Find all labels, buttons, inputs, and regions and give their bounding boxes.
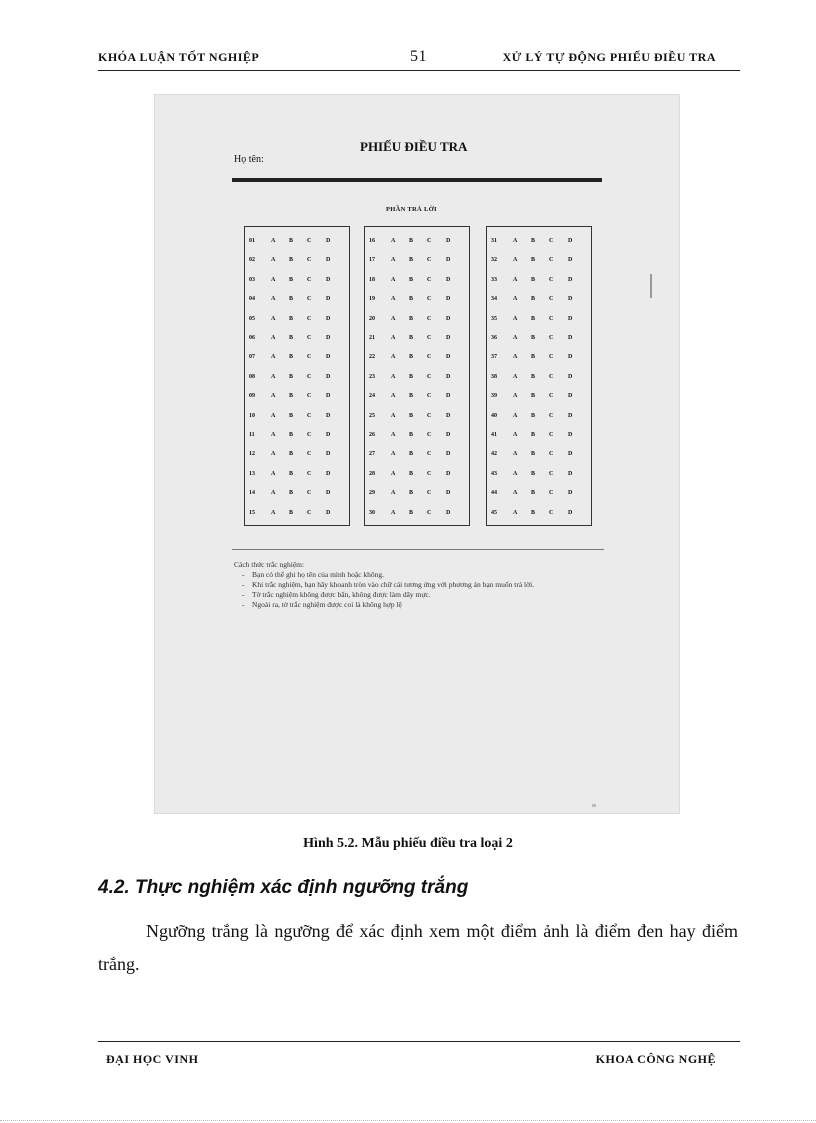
answer-option: A	[271, 509, 276, 516]
answer-option: C	[549, 393, 554, 400]
answer-option: D	[326, 238, 331, 244]
answer-row	[491, 468, 587, 482]
answer-option: B	[531, 315, 536, 322]
answer-option: B	[531, 509, 536, 516]
answer-option: C	[549, 238, 554, 244]
answer-option: A	[391, 238, 396, 244]
answer-option: B	[531, 373, 536, 380]
answer-option: D	[568, 276, 573, 283]
answer-section-label: PHẦN TRẢ LỜI	[386, 206, 437, 213]
answer-row	[369, 448, 465, 462]
question-number: 18	[369, 276, 375, 283]
answer-option: B	[409, 490, 414, 497]
answer-option: A	[271, 432, 276, 438]
answer-row	[369, 254, 465, 268]
question-number: 30	[369, 509, 375, 516]
question-number: 31	[491, 238, 497, 244]
question-number: 08	[249, 373, 255, 380]
answer-option: B	[289, 451, 294, 458]
question-number: 07	[249, 354, 255, 361]
answer-row	[491, 351, 587, 365]
answer-option: D	[568, 354, 573, 361]
question-number: 15	[249, 509, 255, 516]
answer-option: B	[409, 393, 414, 400]
answer-option: A	[391, 373, 396, 380]
answer-option: C	[549, 354, 554, 361]
header-left-title: KHÓA LUẬN TỐT NGHIỆP	[98, 50, 260, 64]
answer-row	[491, 313, 587, 327]
answer-option: B	[409, 451, 414, 458]
answer-option: B	[531, 296, 536, 303]
instructions-divider	[232, 549, 604, 550]
question-number: 38	[491, 373, 497, 380]
question-number: 29	[369, 490, 375, 497]
answer-option: D	[326, 490, 331, 497]
answer-option: D	[326, 470, 331, 477]
answer-option: B	[531, 393, 536, 400]
answer-option: C	[427, 296, 432, 303]
answer-option: B	[531, 470, 536, 477]
answer-option: A	[271, 315, 276, 322]
answer-option: C	[307, 509, 312, 516]
answer-option: D	[326, 276, 331, 283]
answer-option: D	[568, 296, 573, 303]
answer-option: A	[271, 276, 276, 283]
answer-option: A	[513, 490, 518, 497]
answer-option: D	[446, 509, 451, 516]
question-number: 17	[369, 257, 375, 264]
answer-option: A	[271, 412, 276, 419]
answer-row	[369, 332, 465, 346]
answer-option: C	[427, 238, 432, 244]
question-number: 33	[491, 276, 497, 283]
answer-option: D	[326, 412, 331, 419]
answer-option: B	[531, 238, 536, 244]
answer-row	[249, 254, 345, 268]
answer-option: A	[391, 470, 396, 477]
page-footer	[98, 1041, 740, 1066]
question-number: 19	[369, 296, 375, 303]
answer-option: B	[289, 276, 294, 283]
answer-option: C	[307, 315, 312, 322]
answer-option: D	[326, 257, 331, 264]
question-number: 26	[369, 432, 375, 438]
answer-option: B	[289, 490, 294, 497]
answer-option: D	[568, 412, 573, 419]
answer-option: B	[289, 470, 294, 477]
question-number: 05	[249, 315, 255, 322]
question-number: 39	[491, 393, 497, 400]
answer-row	[249, 429, 345, 443]
question-number: 13	[249, 470, 255, 477]
answer-option: C	[307, 257, 312, 264]
answer-row	[369, 390, 465, 404]
answer-option: D	[326, 296, 331, 303]
answer-row	[491, 448, 587, 462]
answer-row	[249, 351, 345, 365]
question-number: 42	[491, 451, 497, 458]
question-number: 34	[491, 296, 497, 303]
answer-option: B	[531, 354, 536, 361]
answer-option: B	[409, 432, 414, 438]
answer-option: D	[446, 354, 451, 361]
answer-row	[491, 254, 587, 268]
answer-option: C	[549, 412, 554, 419]
answer-option: A	[513, 238, 518, 244]
answer-row	[249, 313, 345, 327]
answer-option: B	[409, 296, 414, 303]
answer-option: C	[427, 315, 432, 322]
answer-option: B	[289, 315, 294, 322]
scan-artifact	[592, 804, 596, 807]
answer-option: B	[409, 257, 414, 264]
instruction-item: - Khi trắc nghiệm, bạn hãy khoanh tròn vào chữ cái tương ứng với phương án bạn muốn trả lời.	[252, 580, 602, 590]
instructions	[234, 560, 602, 610]
answer-option: C	[307, 335, 312, 341]
answer-option: D	[568, 470, 573, 477]
answer-option: B	[289, 335, 294, 341]
answer-row	[369, 351, 465, 365]
question-number: 16	[369, 238, 375, 244]
answer-option: D	[568, 373, 573, 380]
answer-row	[491, 390, 587, 404]
answer-option: D	[446, 276, 451, 283]
answer-option: C	[549, 257, 554, 264]
answer-option: C	[307, 432, 312, 438]
answer-column	[486, 226, 592, 526]
answer-row	[249, 235, 345, 249]
answer-option: A	[513, 451, 518, 458]
answer-option: A	[391, 393, 396, 400]
answer-row	[249, 293, 345, 307]
answer-option: A	[391, 412, 396, 419]
answer-option: C	[549, 276, 554, 283]
answer-option: A	[271, 393, 276, 400]
answer-option: D	[446, 490, 451, 497]
answer-option: B	[409, 470, 414, 477]
answer-row	[249, 274, 345, 288]
answer-row	[491, 293, 587, 307]
answer-option: A	[513, 335, 518, 341]
answer-option: D	[446, 412, 451, 419]
answer-option: C	[549, 470, 554, 477]
answer-option: A	[391, 335, 396, 341]
answer-row	[249, 448, 345, 462]
answer-row	[491, 371, 587, 385]
answer-option: A	[271, 490, 276, 497]
answer-option: C	[307, 296, 312, 303]
answer-option: C	[427, 335, 432, 341]
page-edge	[0, 1120, 816, 1121]
answer-option: D	[326, 335, 331, 341]
answer-option: B	[531, 335, 536, 341]
answer-option: B	[289, 354, 294, 361]
name-label: Họ tên:	[234, 154, 264, 165]
answer-option: A	[271, 451, 276, 458]
answer-option: C	[549, 373, 554, 380]
answer-row	[369, 371, 465, 385]
question-number: 09	[249, 393, 255, 400]
section-heading: 4.2. Thực nghiệm xác định ngưỡng trắng	[98, 877, 469, 898]
answer-option: B	[409, 276, 414, 283]
answer-row	[249, 487, 345, 501]
answer-option: D	[568, 257, 573, 264]
answer-row	[249, 332, 345, 346]
question-number: 44	[491, 490, 497, 497]
figure-caption: Hình 5.2. Mẫu phiếu điều tra loại 2	[303, 836, 513, 851]
answer-row	[369, 313, 465, 327]
body-paragraph: Ngưỡng trắng là ngưỡng để xác định xem một điểm ảnh là điểm đen hay điểm trắng.	[98, 921, 738, 974]
answer-option: A	[391, 432, 396, 438]
question-number: 37	[491, 354, 497, 361]
answer-option: A	[513, 257, 518, 264]
answer-option: C	[307, 393, 312, 400]
answer-row	[491, 487, 587, 501]
answer-option: A	[271, 373, 276, 380]
question-number: 22	[369, 354, 375, 361]
footer-left: ĐẠI HỌC VINH	[106, 1052, 199, 1066]
answer-option: C	[549, 315, 554, 322]
question-number: 21	[369, 335, 375, 341]
answer-option: C	[549, 335, 554, 341]
answer-option: B	[409, 354, 414, 361]
answer-option: C	[427, 432, 432, 438]
answer-option: C	[307, 451, 312, 458]
answer-option: A	[271, 335, 276, 341]
question-number: 23	[369, 373, 375, 380]
answer-option: D	[446, 257, 451, 264]
answer-column	[364, 226, 470, 526]
answer-option: D	[326, 509, 331, 516]
question-number: 27	[369, 451, 375, 458]
question-number: 25	[369, 412, 375, 419]
answer-option: B	[409, 373, 414, 380]
answer-option: D	[326, 451, 331, 458]
answer-row	[369, 410, 465, 424]
answer-option: B	[531, 257, 536, 264]
answer-option: D	[568, 335, 573, 341]
question-number: 43	[491, 470, 497, 477]
question-number: 35	[491, 315, 497, 322]
answer-row	[491, 235, 587, 249]
answer-row	[369, 507, 465, 521]
answer-option: D	[446, 393, 451, 400]
question-number: 10	[249, 412, 255, 419]
answer-option: A	[513, 432, 518, 438]
answer-option: D	[446, 373, 451, 380]
question-number: 11	[249, 432, 255, 438]
answer-option: A	[513, 509, 518, 516]
answer-row	[369, 487, 465, 501]
scanned-survey-form	[154, 94, 680, 814]
answer-option: A	[513, 470, 518, 477]
answer-option: C	[427, 509, 432, 516]
instructions-title: Cách thức trắc nghiệm:	[234, 560, 305, 569]
answer-option: A	[391, 509, 396, 516]
question-number: 12	[249, 451, 255, 458]
answer-option: D	[568, 490, 573, 497]
answer-option: C	[307, 238, 312, 244]
question-number: 28	[369, 470, 375, 477]
answer-option: B	[289, 257, 294, 264]
page-number: 51	[410, 48, 427, 65]
answer-row	[369, 429, 465, 443]
question-number: 06	[249, 335, 255, 341]
answer-row	[491, 410, 587, 424]
answer-option: C	[427, 393, 432, 400]
answer-option: B	[531, 490, 536, 497]
answer-option: D	[568, 393, 573, 400]
answer-option: B	[289, 412, 294, 419]
answer-option: B	[289, 393, 294, 400]
instruction-item: - Ngoài ra, tờ trắc nghiệm được coi là không hợp lệ	[252, 600, 602, 610]
answer-option: B	[289, 238, 294, 244]
answer-option: A	[391, 276, 396, 283]
answer-row	[491, 507, 587, 521]
answer-option: D	[326, 393, 331, 400]
answer-option: C	[549, 296, 554, 303]
answer-row	[249, 468, 345, 482]
answer-row	[249, 371, 345, 385]
answer-option: C	[549, 509, 554, 516]
answer-option: C	[549, 432, 554, 438]
page-header	[98, 46, 740, 71]
answer-option: D	[326, 432, 331, 438]
answer-option: C	[427, 470, 432, 477]
answer-option: A	[513, 276, 518, 283]
answer-option: D	[326, 315, 331, 322]
answer-option: A	[391, 451, 396, 458]
answer-row	[369, 468, 465, 482]
answer-option: D	[326, 373, 331, 380]
answer-option: C	[307, 412, 312, 419]
instruction-item: - Tờ trắc nghiệm không được bẩn, không được làm dây mực.	[252, 590, 602, 600]
answer-option: B	[531, 451, 536, 458]
answer-option: A	[513, 393, 518, 400]
scan-artifact	[650, 274, 652, 298]
answer-option: C	[427, 276, 432, 283]
answer-option: A	[513, 373, 518, 380]
answer-column	[244, 226, 350, 526]
answer-option: B	[409, 335, 414, 341]
answer-option: B	[409, 315, 414, 322]
header-right-title: XỬ LÝ TỰ ĐỘNG PHIẾU ĐIỀU TRA	[502, 50, 716, 64]
answer-option: A	[271, 296, 276, 303]
answer-row	[491, 274, 587, 288]
answer-option: C	[427, 451, 432, 458]
footer-right: KHOA CÔNG NGHỆ	[595, 1052, 716, 1066]
question-number: 14	[249, 490, 255, 497]
answer-option: B	[409, 509, 414, 516]
answer-row	[249, 410, 345, 424]
answer-option: D	[568, 315, 573, 322]
answer-option: A	[391, 490, 396, 497]
question-number: 36	[491, 335, 497, 341]
answer-option: B	[289, 296, 294, 303]
answer-row	[369, 274, 465, 288]
answer-option: C	[307, 490, 312, 497]
answer-option: C	[427, 490, 432, 497]
answer-option: C	[549, 490, 554, 497]
answer-row	[369, 235, 465, 249]
answer-option: A	[271, 257, 276, 264]
answer-option: D	[568, 451, 573, 458]
answer-option: A	[391, 296, 396, 303]
answer-row	[491, 332, 587, 346]
answer-option: A	[513, 296, 518, 303]
answer-option: A	[271, 470, 276, 477]
answer-option: A	[391, 315, 396, 322]
answer-option: C	[427, 354, 432, 361]
answer-option: D	[446, 315, 451, 322]
answer-option: A	[513, 315, 518, 322]
answer-option: C	[307, 470, 312, 477]
question-number: 40	[491, 412, 497, 419]
answer-option: A	[513, 412, 518, 419]
question-number: 01	[249, 238, 255, 244]
answer-option: D	[446, 451, 451, 458]
answer-option: A	[391, 257, 396, 264]
question-number: 45	[491, 509, 497, 516]
answer-option: C	[549, 451, 554, 458]
answer-option: B	[531, 432, 536, 438]
answer-option: B	[289, 432, 294, 438]
answer-option: B	[531, 276, 536, 283]
answer-option: B	[289, 509, 294, 516]
answer-option: C	[427, 257, 432, 264]
answer-option: D	[568, 509, 573, 516]
question-number: 32	[491, 257, 497, 264]
answer-option: B	[409, 412, 414, 419]
question-number: 03	[249, 276, 255, 283]
question-number: 20	[369, 315, 375, 322]
answer-row	[491, 429, 587, 443]
answer-option: A	[271, 238, 276, 244]
answer-option: B	[531, 412, 536, 419]
question-number: 24	[369, 393, 375, 400]
answer-option: A	[271, 354, 276, 361]
answer-option: D	[446, 238, 451, 244]
answer-option: D	[446, 296, 451, 303]
answer-option: D	[568, 238, 573, 244]
answer-option: C	[307, 373, 312, 380]
answer-option: C	[427, 412, 432, 419]
answer-option: D	[446, 470, 451, 477]
answer-option: A	[391, 354, 396, 361]
form-title: PHIẾU ĐIỀU TRA	[360, 139, 468, 154]
question-number: 02	[249, 257, 255, 264]
answer-option: A	[513, 354, 518, 361]
answer-row	[369, 293, 465, 307]
answer-option: B	[409, 238, 414, 244]
form-divider	[232, 178, 602, 182]
answer-option: C	[427, 373, 432, 380]
question-number: 41	[491, 432, 497, 438]
answer-option: D	[326, 354, 331, 361]
question-number: 04	[249, 296, 255, 303]
answer-option: B	[289, 373, 294, 380]
instruction-item: - Bạn có thể ghi họ tên của mình hoặc không.	[252, 570, 602, 580]
answer-row	[249, 390, 345, 404]
answer-option: D	[568, 432, 573, 438]
answer-option: C	[307, 276, 312, 283]
answer-option: D	[446, 432, 451, 438]
answer-option: D	[446, 335, 451, 341]
answer-row	[249, 507, 345, 521]
answer-option: C	[307, 354, 312, 361]
